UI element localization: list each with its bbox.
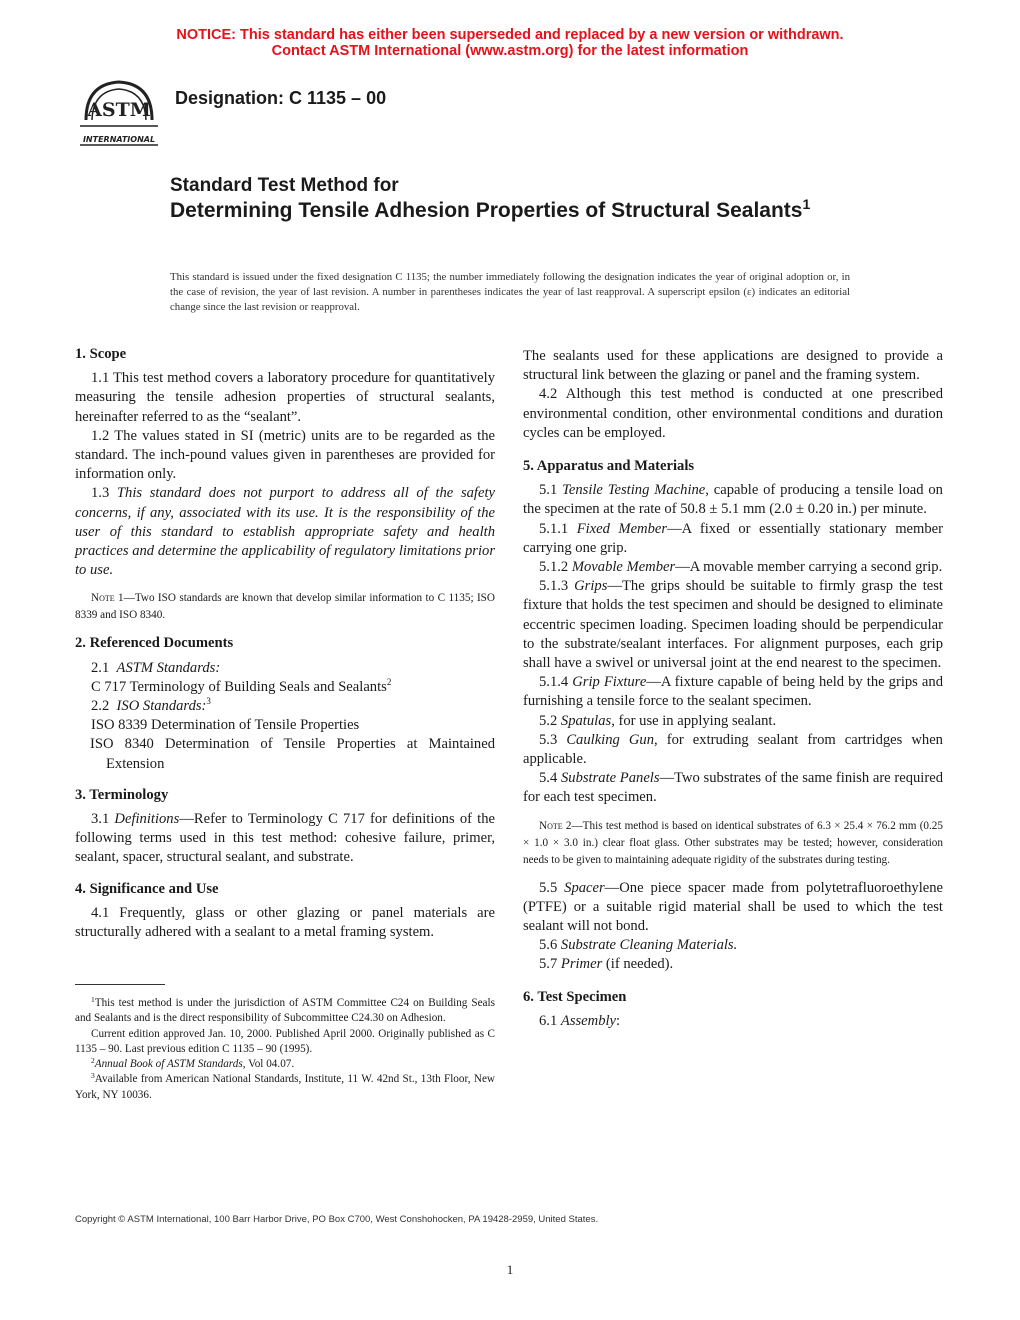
footnote-rule xyxy=(75,984,165,985)
para-4-1: 4.1 Frequently, glass or other glazing or panel materials are structurally adhered with a sealant to a metal framing system. xyxy=(75,904,495,941)
para-1-1: 1.1 This test method covers a laboratory procedure for quantitatively measuring the tensile adhesion properties of structural sealants, hereinafter referred to as the “sealant”. xyxy=(75,370,495,425)
para-5-1-3: 5.1.3 Grips—The grips should be suitable to firmly grasp the test fixture that holds the test specimen and should be designed to eliminate eccentric specimen loading. Specimen loading should be perpendicular to the substrate/sealant interfaces. For alignment purposes, each grip shall have a swivel or universal joint at the end nearest to the specimen. xyxy=(523,578,943,672)
section-significance-heading: 4. Significance and Use xyxy=(75,880,219,897)
para-3-1: 3.1 Definitions—Refer to Terminology C 717 for definitions of the following terms used in this test method: cohesive failure, primer, sealant, spacer, structural sealant, and substrate. xyxy=(75,811,495,866)
page-number: 1 xyxy=(506,1262,514,1277)
copyright: Copyright © ASTM International, 100 Barr Harbor Drive, PO Box C700, West Conshohocken, PA 19428-2959, United States. xyxy=(75,1214,599,1225)
notice-line-1: NOTICE: This standard has either been superseded and replaced by a new version or withdrawn. xyxy=(176,27,844,43)
footnote-2: $^2$Annual Book of ASTM Standards, Vol 04.07. xyxy=(91,1056,295,1071)
notice-line-2: Contact ASTM International (www.astm.org) for the latest information xyxy=(271,43,749,59)
para-4-1-cont: The sealants used for these applications are designed to provide a structural link between the glazing or panel and the framing system. xyxy=(523,348,943,384)
para-5-3: 5.3 Caulking Gun, for extruding sealant from cartridges when applicable. xyxy=(523,731,943,768)
ref-iso8340: ISO 8340 Determination of Tensile Properties at Maintained Extension xyxy=(90,736,495,772)
footnotes xyxy=(75,996,495,1103)
ref-iso8339: ISO 8339 Determination of Tensile Properties xyxy=(91,717,360,734)
logo-caption: INTERNATIONAL xyxy=(82,135,156,144)
para-5-7: 5.7 Primer (if needed). xyxy=(539,956,674,973)
para-5-6: 5.6 Substrate Cleaning Materials. xyxy=(539,937,738,954)
para-4-2: 4.2 Although this test method is conducted at one prescribed environmental condition, other environmental conditions and duration cycles can be employed. xyxy=(523,386,943,441)
footnote-1b: Current edition approved Jan. 10, 2000. Published April 2000. Originally published as C 1135 – 90. Last previous edition C 1135 – 90 (1995). xyxy=(75,1027,495,1055)
para-6-1: 6.1 Assembly: xyxy=(539,1012,621,1029)
para-1-2: 1.2 The values stated in SI (metric) units are to be regarded as the standard. The inch-pound values given in parentheses are provided for information only. xyxy=(75,427,495,483)
section-referenced-docs-heading: 2. Referenced Documents xyxy=(75,635,234,652)
para-5-1-2: 5.1.2 Movable Member—A movable member carrying a second grip. xyxy=(539,559,943,576)
footnote-1: $^1$This test method is under the jurisdiction of ASTM Committee C24 on Building Seals and Sealants and is the direct responsibility of Subcommittee C24.30 on Adhesion. xyxy=(75,995,495,1025)
left-column xyxy=(75,345,495,942)
para-5-4: 5.4 Substrate Panels—Two substrates of the same finish are required for each test specimen. xyxy=(523,770,943,806)
para-5-1: 5.1 Tensile Testing Machine, capable of producing a tensile load on the specimen at the rate of 50.8 ± 5.1 mm (2.0 ± 0.20 in.) per minute. xyxy=(523,482,943,518)
right-column xyxy=(523,347,943,1031)
para-5-1-1: 5.1.1 Fixed Member—A fixed or essentially stationary member carrying one grip. xyxy=(523,520,944,556)
para-5-2: 5.2 Spatulas, for use in applying sealant. xyxy=(539,712,777,729)
section-apparatus-heading: 5. Apparatus and Materials xyxy=(523,458,695,475)
designation: Designation: C 1135 – 00 xyxy=(175,88,387,108)
logo-letters: ASTM xyxy=(87,99,151,121)
section-scope-heading: 1. Scope xyxy=(75,346,127,362)
para-5-1-4: 5.1.4 Grip Fixture—A fixture capable of being held by the grips and furnishing a tensile force to the sealant specimen. xyxy=(523,674,943,710)
section-specimen-heading: 6. Test Specimen xyxy=(523,988,627,1005)
ref-c717: C 717 Terminology of Building Seals and Sealants$^2$ xyxy=(91,676,392,695)
footnote-3: $^3$Available from American National Standards, Institute, 11 W. 42nd St., 13th Floor, New York, NY 10036. xyxy=(75,1071,495,1101)
note-1: Note 1—Two ISO standards are known that develop similar information to C 1135; ISO 8339 and ISO 8340. xyxy=(75,592,495,622)
issuance-statement: This standard is issued under the fixed designation C 1135; the number immediately following the designation indicates the year of original adoption or, in the case of revision, the year of last revision. A number in parentheses indicates the year of last reapproval. A superscript epsilon (ε) indicates an editorial change since the last revision or reapproval. xyxy=(170,271,850,313)
note-2: Note 2—This test method is based on identical substrates of 6.3 × 25.4 × 76.2 mm (0.25 × 1.0 × 3.0 in.) clear float glass. Other substrates may be tested; however, consideration needs to be given to maintaining adequate rigidity of the substrates during testing. xyxy=(523,819,943,866)
section-terminology-heading: 3. Terminology xyxy=(75,786,169,803)
ref-2-2: 2.2 ISO Standards:$^3$ xyxy=(91,696,211,715)
para-1-3: 1.3 This standard does not purport to address all of the safety concerns, if any, associated with its use. It is the responsibility of the user of this standard to establish appropriate safety and health practices and determine the applicability of regulatory limitations prior to use. xyxy=(75,485,495,579)
para-5-5: 5.5 Spacer—One piece spacer made from polytetrafluoroethylene (PTFE) or a suitable rigid material shall be used to which the test sealant will not bond. xyxy=(523,879,943,935)
astm-logo-icon xyxy=(78,76,160,150)
astm-logo xyxy=(78,76,160,150)
title-line-1: Standard Test Method for xyxy=(170,175,399,196)
title-line-2: Determining Tensile Adhesion Properties of Structural Sealants$^1$ xyxy=(170,196,811,222)
ref-2-1: 2.1 ASTM Standards: xyxy=(91,659,221,676)
